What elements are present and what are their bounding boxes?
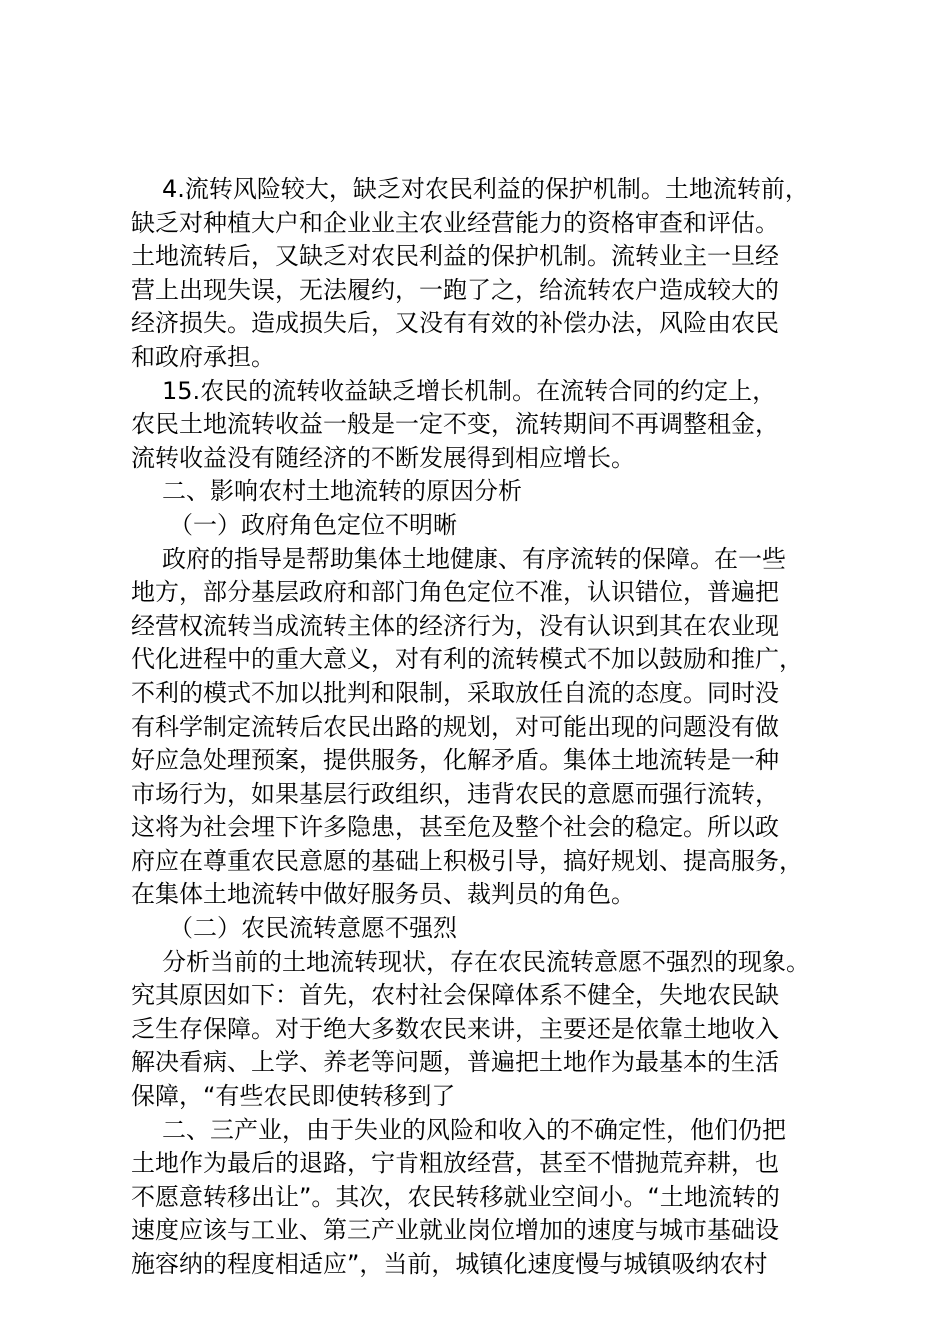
text-line: 乏生存保障。对于绝大多数农民来讲，主要还是依靠土地收入 <box>131 1014 779 1043</box>
text-line: 不利的模式不加以批判和限制，采取放任自流的态度。同时没 <box>131 678 779 707</box>
text-line: 缺乏对种植大户和企业业主农业经营能力的资格审查和评估。 <box>131 208 779 237</box>
text-line: 解决看病、上学、养老等问题，普遍把土地作为最基本的生活 <box>131 1048 779 1077</box>
text-line: 这将为社会埋下许多隐患，甚至危及整个社会的稳定。所以政 <box>131 813 779 842</box>
text-line: 不愿意转移出让”。其次，农民转移就业空间小。“土地流转的 <box>131 1182 780 1211</box>
text-line: 政府的指导是帮助集体土地健康、有序流转的保障。在一些 <box>162 544 786 573</box>
text-line: 究其原因如下：首先，农村社会保障体系不健全，失地农民缺 <box>131 981 779 1010</box>
text-line: 好应急处理预案，提供服务，化解矛盾。集体土地流转是一种 <box>131 746 779 775</box>
document-body <box>131 173 851 1282</box>
text-line: 施容纳的程度相适应”，当前，城镇化速度慢与城镇吸纳农村 <box>131 1250 768 1278</box>
text-line: 营上出现失误，无法履约，一跑了之，给流转农户造成较大的 <box>131 275 779 304</box>
subsection-heading: （二）农民流转意愿不强烈 <box>169 914 457 943</box>
text-line: 地方，部分基层政府和部门角色定位不准，认识错位，普遍把 <box>131 578 779 607</box>
text-line: 府应在尊重农民意愿的基础上积极引导，搞好规划、提高服务， <box>131 846 803 875</box>
text-line: 15.农民的流转收益缺乏增长机制。在流转合同的约定上， <box>162 376 777 405</box>
text-line: 土地作为最后的退路，宁肯粗放经营，甚至不惜抛荒弃耕，也 <box>131 1149 779 1178</box>
text-line: 在集体土地流转中做好服务员、裁判员的角色。 <box>131 880 635 909</box>
text-line: 市场行为，如果基层行政组织，违背农民的意愿而强行流转， <box>131 779 779 808</box>
text-line: 经营权流转当成流转主体的经济行为，没有认识到其在农业现 <box>131 611 779 640</box>
text-line: 二、三产业，由于失业的风险和收入的不确定性，他们仍把 <box>162 1115 786 1144</box>
text-line: 分析当前的土地流转现状，存在农民流转意愿不强烈的现象。 <box>162 947 810 976</box>
subsection-heading: （一）政府角色定位不明晰 <box>169 510 457 539</box>
text-line: 保障，“有些农民即使转移到了 <box>131 1082 456 1111</box>
section-heading: 二、影响农村土地流转的原因分析 <box>162 477 522 506</box>
text-line: 速度应该与工业、第三产业就业岗位增加的速度与城市基础设 <box>131 1216 779 1245</box>
text-line: 代化进程中的重大意义，对有利的流转模式不加以鼓励和推广， <box>131 645 803 674</box>
text-line: 4.流转风险较大，缺乏对农民利益的保护机制。土地流转前， <box>162 175 809 203</box>
text-line: 有科学制定流转后农民出路的规划，对可能出现的问题没有做 <box>131 712 779 741</box>
text-line: 农民土地流转收益一般是一定不变，流转期间不再调整租金， <box>131 410 779 439</box>
text-line: 土地流转后，又缺乏对农民利益的保护机制。流转业主一旦经 <box>131 242 779 271</box>
text-line: 流转收益没有随经济的不断发展得到相应增长。 <box>131 443 635 472</box>
text-line: 经济损失。造成损失后，又没有有效的补偿办法，风险由农民 <box>131 309 779 338</box>
text-line: 和政府承担。 <box>131 342 275 371</box>
